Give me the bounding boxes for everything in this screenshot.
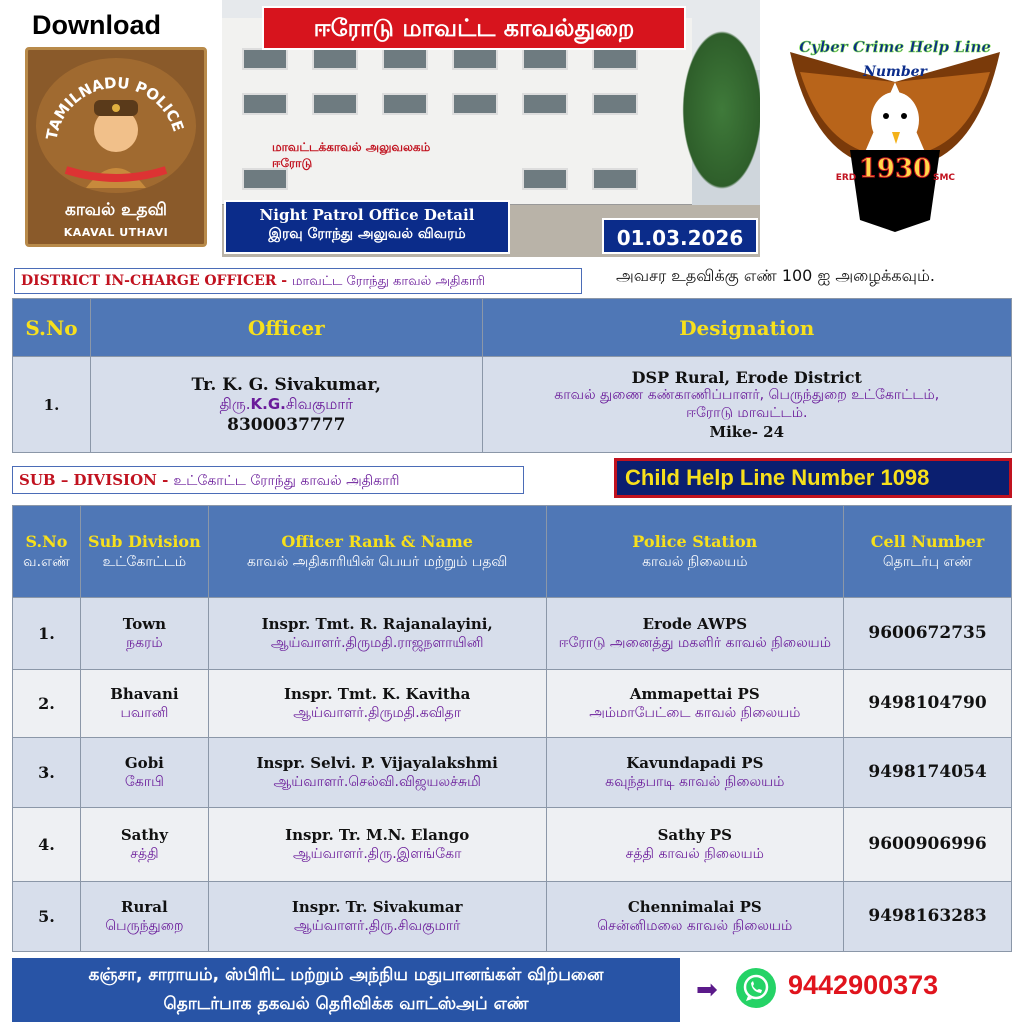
- row-sno: 4.: [13, 808, 81, 882]
- row-officer: Inspr. Tr. M.N. Elango ஆய்வாளர்.திரு.இளங்கோ: [208, 808, 546, 882]
- designation-ta-line1: காவல் துணை கண்காணிப்பாளர், பெருந்துறை உட்கோட்டம்,: [554, 387, 940, 403]
- row-sub-division: Sathy சத்தி: [80, 808, 208, 882]
- designation-ta-line2: ஈரோடு மாவட்டம்.: [686, 405, 808, 421]
- officer-name-ta: திரு.K.G.சிவகுமார்: [219, 394, 353, 413]
- row-cell-number[interactable]: 9498174054: [844, 738, 1012, 808]
- row-sub-division: Rural பெருந்துறை: [80, 882, 208, 952]
- row-sub-division: Gobi கோபி: [80, 738, 208, 808]
- district-label-ta: மாவட்ட ரோந்து காவல் அதிகாரி: [292, 274, 486, 289]
- row-officer: Inspr. Tmt. R. Rajanalayini, ஆய்வாளர்.திருமதி.ராஜநளாயினி: [208, 598, 546, 670]
- row-cell-number[interactable]: 9600672735: [844, 598, 1012, 670]
- row-officer: Inspr. Selvi. P. Vijayalakshmi ஆய்வாளர்.செல்வி.விஜயலச்சுமி: [208, 738, 546, 808]
- child-helpline-banner: Child Help Line Number 1098: [614, 458, 1012, 498]
- row-police-station: Sathy PS சத்தி காவல் நிலையம்: [546, 808, 844, 882]
- col-designation: Designation: [482, 299, 1011, 357]
- logo-arc-text: TAMILNADU POLICE: [42, 73, 188, 142]
- logo-caption-english: KAAVAL UTHAVI: [63, 226, 169, 239]
- cyber-left-letters: ERD: [835, 173, 857, 183]
- cyber-right-letters: SMC: [932, 173, 956, 183]
- officer-phone[interactable]: 8300037777: [227, 414, 346, 435]
- row-cell-number[interactable]: 9600906996: [844, 808, 1012, 882]
- row-sub-division: Town நகரம்: [80, 598, 208, 670]
- table-header-row: [13, 506, 1012, 598]
- building-signboard: மாவட்டக்காவல் அலுவலகம் ஈரோடு: [272, 140, 431, 170]
- row-police-station: Erode AWPS ஈரோடு அனைத்து மகளிர் காவல் நிலையம்: [546, 598, 844, 670]
- row-police-station: Ammapettai PS அம்மாபேட்டை காவல் நிலையம்: [546, 670, 844, 738]
- cyber-title-line2: Number: [863, 64, 927, 80]
- district-designation-cell: [482, 357, 1011, 453]
- district-label-en: DISTRICT IN-CHARGE OFFICER -: [21, 273, 288, 289]
- cyber-crime-eagle-logo: [780, 22, 1010, 232]
- date-badge: 01.03.2026: [602, 218, 758, 254]
- whatsapp-icon[interactable]: [736, 968, 776, 1008]
- night-patrol-banner: [224, 200, 510, 254]
- cyber-helpline-number: 1930: [858, 154, 932, 184]
- table-row: [13, 670, 1012, 738]
- col-sub-division: Sub Division உட்கோட்டம்: [80, 506, 208, 598]
- col-sno: S.No: [13, 299, 91, 357]
- designation-en: DSP Rural, Erode District: [631, 368, 862, 387]
- col-police-station: Police Station காவல் நிலையம்: [546, 506, 844, 598]
- police-officer-emblem: [36, 58, 196, 193]
- row-cell-number[interactable]: 9498104790: [844, 670, 1012, 738]
- emergency-notice: அவசர உதவிக்கு எண் 100 ஐ அழைக்கவும்.: [616, 266, 935, 285]
- row-officer: Inspr. Tr. Sivakumar ஆய்வாளர்.திரு.சிவகுமார்: [208, 882, 546, 952]
- sub-division-table: [12, 505, 1012, 952]
- row-cell-number[interactable]: 9498163283: [844, 882, 1012, 952]
- row-sno: 2.: [13, 670, 81, 738]
- row-sno: 1.: [13, 598, 81, 670]
- district-officer-label: [14, 268, 582, 294]
- district-sno: 1.: [13, 357, 91, 453]
- liquor-report-banner: [12, 958, 680, 1022]
- col-cell-number: Cell Number தொடர்பு எண்: [844, 506, 1012, 598]
- row-sno: 5.: [13, 882, 81, 952]
- sub-division-label: [12, 466, 524, 494]
- col-sno: S.No வ.எண்: [13, 506, 81, 598]
- page-title: ஈரோடு மாவட்ட காவல்துறை: [262, 6, 686, 50]
- district-officer-table: [12, 298, 1012, 453]
- table-row: [13, 882, 1012, 952]
- whatsapp-number[interactable]: 9442900373: [788, 970, 939, 1000]
- table-row: [13, 808, 1012, 882]
- report-line2: தொடர்பாக தகவல் தெரிவிக்க வாட்ஸ்அப் எண்: [163, 994, 529, 1014]
- table-row: [13, 738, 1012, 808]
- col-officer: Officer Rank & Name காவல் அதிகாரியின் பெயர் மற்றும் பதவி: [208, 506, 546, 598]
- row-sub-division: Bhavani பவானி: [80, 670, 208, 738]
- col-officer: Officer: [90, 299, 482, 357]
- night-patrol-title-ta: இரவு ரோந்து அலுவல் விவரம்: [268, 226, 466, 242]
- district-officer-cell: [90, 357, 482, 453]
- report-line1: கஞ்சா, சாராயம், ஸ்பிரிட் மற்றும் அந்நிய மதுபானங்கள் விற்பனை: [88, 965, 604, 985]
- download-label: Download: [32, 10, 161, 40]
- cyber-title-line1: Cyber Crime Help Line: [799, 38, 991, 56]
- kaaval-uthavi-app-logo[interactable]: [25, 47, 207, 247]
- table-header-row: [13, 299, 1012, 357]
- sub-label-en: SUB – DIVISION -: [19, 471, 169, 489]
- officer-name-en: Tr. K. G. Sivakumar,: [191, 374, 381, 395]
- mike-code: Mike- 24: [709, 423, 785, 441]
- logo-caption-tamil: காவல் உதவி: [65, 200, 167, 220]
- row-police-station: Kavundapadi PS கவுந்தபாடி காவல் நிலையம்: [546, 738, 844, 808]
- sub-label-ta: உட்கோட்ட ரோந்து காவல் அதிகாரி: [173, 473, 400, 489]
- row-officer: Inspr. Tmt. K. Kavitha ஆய்வாளர்.திருமதி.கவிதா: [208, 670, 546, 738]
- table-row: [13, 598, 1012, 670]
- night-patrol-title-en: Night Patrol Office Detail: [259, 206, 475, 224]
- table-row: [13, 357, 1012, 453]
- row-sno: 3.: [13, 738, 81, 808]
- row-police-station: Chennimalai PS சென்னிமலை காவல் நிலையம்: [546, 882, 844, 952]
- arrow-right-icon: ➡: [696, 975, 718, 1005]
